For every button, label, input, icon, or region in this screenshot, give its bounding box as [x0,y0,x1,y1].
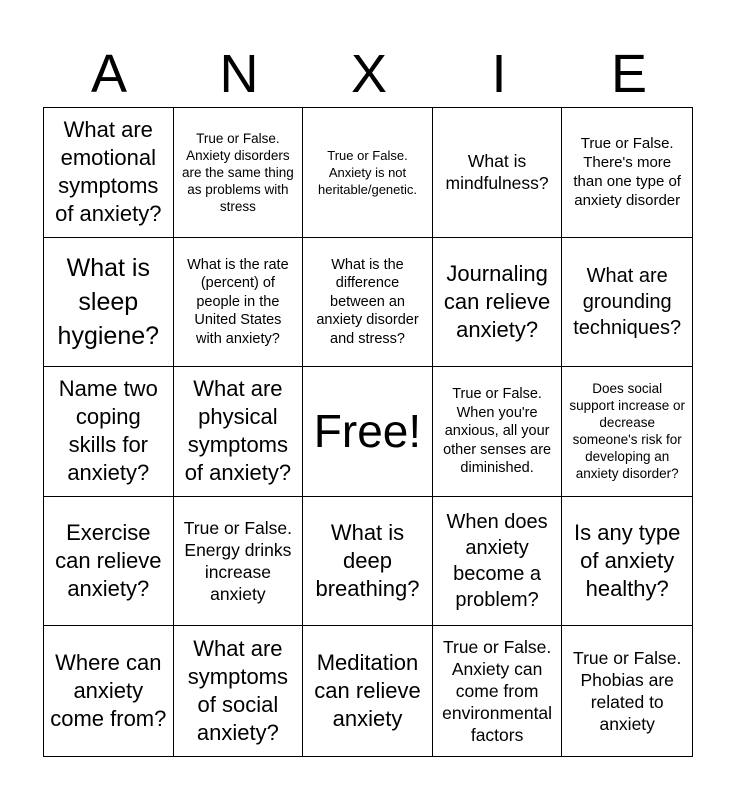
cell-text: What are grounding techniques? [573,264,682,339]
free-space-cell [303,367,433,497]
header-letter-3: X [350,44,388,104]
bingo-cell [44,626,174,756]
header-letter-5: E [610,44,648,104]
header-letter-1: A [90,44,128,104]
bingo-cell [174,238,304,368]
cell-text: True or False. Energy drinks increase anxiety [183,518,293,605]
bingo-header [44,40,694,108]
bingo-cell [562,626,692,756]
cell-text: Does social support increase or decrease someone's risk for developing an anxiety disorder? [569,381,685,482]
bingo-cell [433,497,563,627]
bingo-cell [174,367,304,497]
cell-text: What is the difference between an anxiety disorder and stress? [316,256,419,347]
bingo-cell [433,108,563,238]
bingo-cell [562,238,692,368]
cell-text: What are symptoms of social anxiety? [187,636,289,746]
cell-text: True or False. Anxiety can come from environmental factors [442,637,553,746]
bingo-cell [303,626,433,756]
cell-text: Name two coping skills for anxiety? [58,376,158,486]
cell-text: What is mindfulness? [445,151,549,194]
bingo-cell [303,238,433,368]
bingo-cell [303,497,433,627]
bingo-cell [44,108,174,238]
cell-text: What is deep breathing? [315,520,420,602]
cell-text: When does anxiety become a problem? [446,511,548,612]
cell-text: True or False. Anxiety is not heritable/genetic. [317,147,417,197]
cell-text: True or False. Anxiety disorders are the same thing as problems with stress [181,130,294,214]
bingo-cell [174,626,304,756]
bingo-cell [303,108,433,238]
header-letter-4: I [491,44,507,104]
cell-text: What are emotional symptoms of anxiety? [55,117,162,227]
cell-text: Exercise can relieve anxiety? [55,520,162,602]
bingo-cell [433,238,563,368]
bingo-cell [562,497,692,627]
cell-text: Where can anxiety come from? [50,650,167,732]
cell-text: Meditation can relieve anxiety [314,650,421,732]
cell-text: What is the rate (percent) of people in the United States with anxiety? [187,256,289,347]
bingo-cell [44,367,174,497]
cell-text: Journaling can relieve anxiety? [443,260,551,342]
cell-text: What is sleep hygiene? [57,253,160,350]
cell-text: True or False. When you're anxious, all your other senses are diminished. [443,386,552,477]
bingo-cell [44,238,174,368]
bingo-cell [433,367,563,497]
bingo-cell [174,108,304,238]
bingo-cell [433,626,563,756]
bingo-card-grid [43,107,693,757]
bingo-cell [174,497,304,627]
free-space-text: Free! [313,405,422,458]
bingo-cell [44,497,174,627]
cell-text: True or False. There's more than one type of anxiety disorder [573,135,681,210]
cell-text: What are physical symptoms of anxiety? [184,376,292,486]
header-letter-2: N [219,44,259,104]
cell-text: True or False. Phobias are related to anxiety [573,648,682,735]
bingo-cell [562,367,692,497]
cell-text: Is any type of anxiety healthy? [574,520,681,602]
bingo-cell [562,108,692,238]
